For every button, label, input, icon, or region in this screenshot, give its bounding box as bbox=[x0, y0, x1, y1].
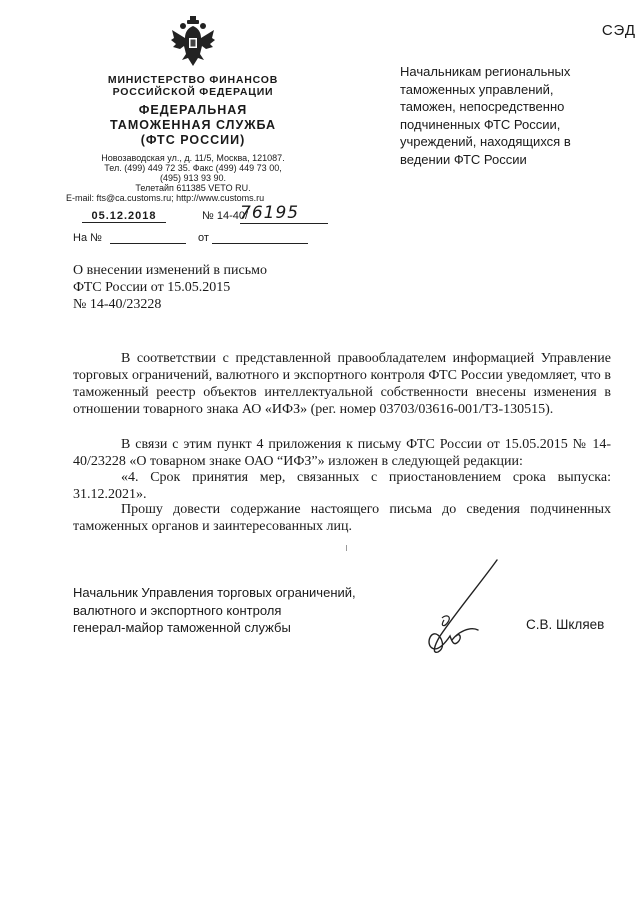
body-paragraph-3: «4. Срок принятия мер, связанных с приостановлением срока выпуска: 31.12.2021». bbox=[73, 470, 611, 502]
sender-phones: Тел. (499) 449 72 35. Факс (499) 449 73 00, bbox=[104, 163, 282, 173]
sender-phones-2: (495) 913 93 90. bbox=[159, 173, 227, 183]
service-name: ФЕДЕРАЛЬНАЯ ТАМОЖЕННАЯ СЛУЖБА (ФТС РОССИИ) bbox=[109, 103, 277, 147]
reference-label: На № bbox=[73, 232, 102, 244]
corner-mark: СЭД bbox=[601, 22, 636, 39]
handwritten-signature-icon bbox=[412, 556, 522, 666]
sender-contacts bbox=[66, 153, 320, 203]
body-paragraph-4: Прошу довести содержание настоящего письма до сведения подчиненных таможенных органов и заинтересованных лиц. bbox=[73, 502, 611, 534]
sender-teletype: Телетайп 611385 VETO RU. bbox=[135, 183, 251, 193]
double-headed-eagle-emblem-icon bbox=[170, 16, 216, 68]
recipient-block: Начальникам региональных таможенных управлений, таможен, непосредственно подчиненных ФТС России, учреждений, находящихся в ведении ФТС России bbox=[400, 64, 571, 167]
body-paragraph-2: В связи с этим пункт 4 приложения к письму ФТС России от 15.05.2015 № 14-40/23228 «О товарном знаке ОАО “ИФЗ”» изложен в следующей редакции: bbox=[73, 437, 611, 469]
reference-number-blank bbox=[110, 243, 186, 244]
sender-address: Новозаводская ул., д. 11/5, Москва, 121087. bbox=[101, 153, 285, 163]
reference-from-label: от bbox=[198, 232, 209, 244]
registration-number-handwritten: 76195 bbox=[240, 203, 328, 224]
ministry-name: МИНИСТЕРСТВО ФИНАНСОВ РОССИЙСКОЙ ФЕДЕРАЦИИ bbox=[107, 74, 279, 98]
registration-number-prefix: № 14-40/ bbox=[202, 210, 249, 222]
registration-date: 05.12.2018 bbox=[82, 210, 166, 223]
signatory-title: Начальник Управления торговых ограничений, валютного и экспортного контроля генерал-майор таможенной службы bbox=[73, 585, 356, 635]
margin-tick bbox=[346, 545, 347, 551]
signatory-name: С.В. Шкляев bbox=[526, 617, 605, 632]
sender-email: E-mail: fts@ca.customs.ru; http://www.customs.ru bbox=[66, 193, 265, 203]
letter-subject: О внесении изменений в письмо ФТС России от 15.05.2015 № 14-40/23228 bbox=[73, 263, 267, 312]
reference-date-blank bbox=[212, 243, 308, 244]
body-paragraph-1: В соответствии с представленной правообладателем информацией Управление торговых ограничений, валютного и экспортного контроля ФТС России уведомляет, что в таможенный реестр объектов интеллектуальной собственности внесены изменения в отношении товарного знака АО «ИФЗ» (рег. номер 03703/03616-001/ТЗ-130515). bbox=[73, 351, 611, 417]
